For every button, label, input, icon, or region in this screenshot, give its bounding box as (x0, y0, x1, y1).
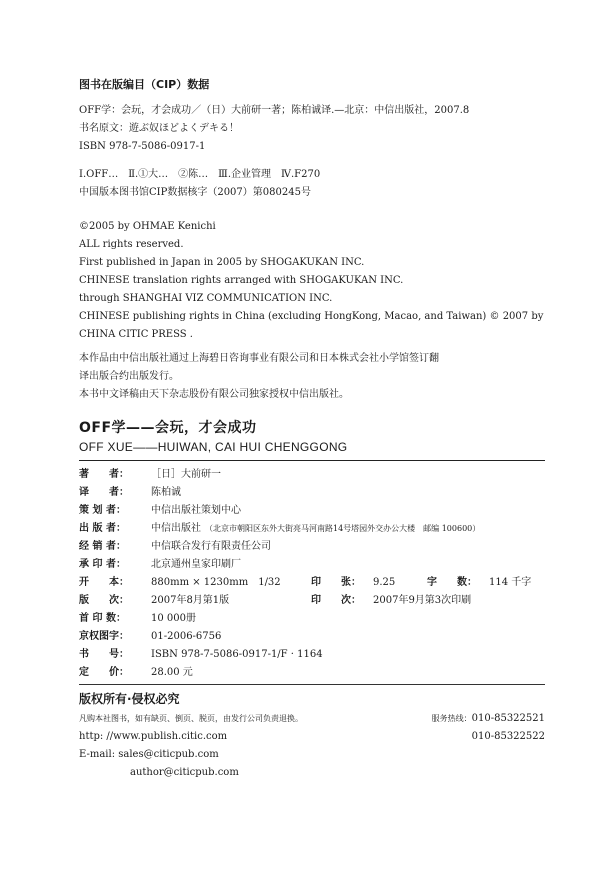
info-label: 定 价： (79, 667, 129, 678)
cip-entry: OFF学：会玩，才会成功／（日）大前研一著；陈柏诚译.—北京：中信出版社，2007.8 (79, 105, 470, 116)
rights-line: First published in Japan in 2005 by SHOGAKUKAN INC. (79, 257, 365, 268)
book-title-en: OFF XUE——HUIWAN, CAI HUI CHENGGONG (79, 440, 348, 454)
title-block (79, 418, 545, 456)
cip-isbn: ISBN 978-7-5086-0917-1 (79, 141, 206, 152)
info-value: 2007年9月第3次印刷 (373, 595, 472, 606)
hotline (432, 710, 545, 728)
rights-line: ©2005 by OHMAE Kenichi (79, 221, 216, 232)
info-value: 中信出版社策划中心 (151, 505, 241, 516)
publisher-address: （北京市朝阳区东外大街亮马河南路14号塔园外交办公大楼 邮编 100600） (205, 524, 481, 533)
info-label: 经 销 者： (79, 541, 126, 552)
rights-line: ALL rights reserved. (79, 239, 184, 250)
rights-block (79, 218, 545, 344)
rights-line: CHINESE translation rights arranged with SHOGAKUKAN INC. (79, 275, 404, 286)
info-value: ［日］大前研一 (151, 469, 221, 480)
info-label: 出 版 者： (79, 523, 126, 534)
info-label: 首 印 数： (79, 613, 126, 624)
rights-line: CHINESE publishing rights in China (excluding HongKong, Macao, and Taiwan) © 2007 by (79, 311, 544, 322)
info-value: 陈柏诚 (151, 487, 181, 498)
info-value: 01-2006-6756 (151, 631, 222, 642)
info-label: 策 划 者： (79, 505, 126, 516)
rights-line: CHINA CITIC PRESS . (79, 329, 193, 340)
info-label: 开 本： (79, 577, 129, 588)
info-label: 书 号： (79, 649, 129, 660)
info-label: 著 者： (79, 469, 129, 480)
hotline-number-1: 010-85322521 (471, 713, 545, 724)
footer-divider (79, 684, 545, 685)
rights-line: through SHANGHAI VIZ COMMUNICATION INC. (79, 293, 333, 304)
copyright-notice (79, 690, 545, 708)
info-label: 版 次： (79, 595, 129, 606)
cip-record-number: 中国版本图书馆CIP数据核字（2007）第080245号 (79, 187, 311, 198)
sales-email[interactable]: E-mail: sales@citicpub.com (79, 749, 219, 760)
info-value: 114 千字 (489, 577, 532, 588)
info-value: 10 000册 (151, 613, 196, 624)
notice-line: 本书中文译稿由天下杂志股份有限公司独家授权中信出版社。 (79, 389, 349, 400)
author-email[interactable]: author@citicpub.com (130, 767, 239, 778)
title-divider (79, 460, 545, 461)
info-label: 京权图字： (79, 631, 129, 642)
notice-line: 本作品由中信出版社通过上海碧日咨询事业有限公司和日本株式会社小学馆签订翻 (79, 353, 439, 364)
book-title-cn: OFF学——会玩，才会成功 (79, 420, 257, 436)
info-edition (79, 592, 549, 610)
info-label: 承 印 者： (79, 559, 126, 570)
cip-classification: Ⅰ.OFF… Ⅱ.①大… ②陈… Ⅲ.企业管理 Ⅳ.F270 (79, 169, 321, 180)
info-label: 译 者： (79, 487, 129, 498)
info-value: 中信联合发行有限责任公司 (151, 541, 271, 552)
info-value: 28.00 元 (151, 667, 193, 678)
info-value: 880mm × 1230mm 1/32 (151, 577, 281, 588)
info-label: 印 张： (311, 577, 361, 588)
cip-original-title: 书名原文：遊ぶ奴ほどよくデキる！ (79, 123, 239, 134)
notice-line: 译出版合约出版发行。 (79, 371, 179, 382)
hotline-number-2: 010-85322522 (471, 731, 545, 742)
info-label: 字 数： (427, 577, 477, 588)
hotline-label: 服务热线： (431, 714, 472, 723)
website-link[interactable]: http: //www.publish.citic.com (79, 731, 228, 742)
info-value: 中信出版社 (151, 523, 201, 534)
info-value: 北京通州皇家印刷厂 (151, 559, 241, 570)
info-value: 2007年8月第1版 (151, 595, 230, 606)
license-notice (79, 350, 545, 404)
info-label: 印 次： (311, 595, 361, 606)
info-value: ISBN 978-7-5086-0917-1/F · 1164 (151, 649, 323, 660)
cip-heading: 图书在版编目（CIP）数据 (79, 78, 210, 91)
info-format (79, 574, 549, 592)
copyright-heading: 版权所有·侵权必究 (79, 692, 180, 706)
info-value: 9.25 (373, 577, 396, 588)
defect-notice: 凡购本社图书，如有缺页、倒页、脱页，由发行公司负责退换。 (79, 714, 303, 723)
cip-block (79, 76, 545, 202)
